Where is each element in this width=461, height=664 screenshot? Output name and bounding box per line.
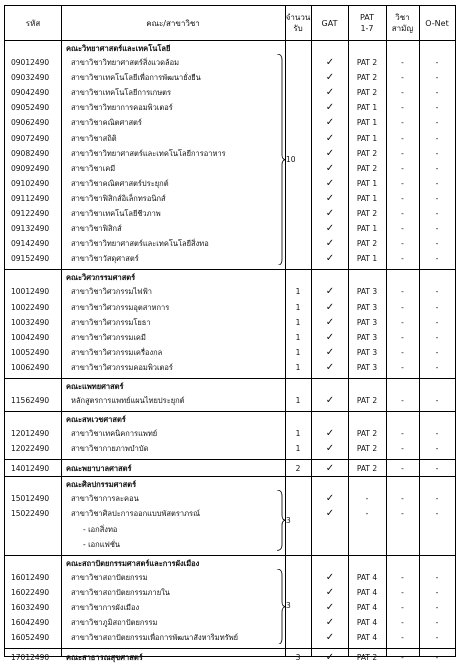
program-code: 09152490 xyxy=(11,254,50,264)
general-subject-value: - xyxy=(401,73,404,83)
gat-check-icon: ✓ xyxy=(325,253,335,265)
row-divider xyxy=(5,459,455,460)
admission-table xyxy=(4,5,456,664)
general-subject-value: - xyxy=(401,587,404,597)
general-subject-value: - xyxy=(401,193,404,203)
row-divider xyxy=(5,269,455,270)
program-name: สาขาวิชาเทคนิคการแพทย์ xyxy=(71,429,158,439)
program-name: สาขาวิชาวิทยาศาสตร์และเทคโนโลยีสิ่งทอ xyxy=(71,239,209,249)
program-code: 12022490 xyxy=(11,444,50,454)
onet-value: - xyxy=(435,509,439,519)
gat-check-icon: ✓ xyxy=(325,87,335,99)
gat-check-icon: ✓ xyxy=(325,617,335,628)
program-name: สาขาวิชาสถิติ xyxy=(71,133,117,143)
program-code: 09032490 xyxy=(11,73,50,83)
quota-value: 1 xyxy=(295,302,301,312)
program-name: หลักสูตรการแพทย์แผนไทยประยุกต์ xyxy=(71,396,185,405)
pat-requirement: PAT 2 xyxy=(356,58,378,67)
onet-value: - xyxy=(435,209,439,218)
onet-value: - xyxy=(435,602,439,612)
row-divider xyxy=(5,378,455,379)
faculty-heading: คณะสหเวชศาสตร์ xyxy=(66,415,126,425)
pat-requirement: PAT 3 xyxy=(356,362,378,372)
quota-value: 1 xyxy=(295,317,301,327)
program-code: 17012490 xyxy=(11,653,50,663)
group-quota-value: 10 xyxy=(286,154,296,164)
gat-check-icon: ✓ xyxy=(325,493,335,505)
onet-value: - xyxy=(435,494,439,504)
pat-requirement: PAT 1 xyxy=(356,178,378,188)
onet-value: - xyxy=(435,133,439,143)
program-code: 09132490 xyxy=(11,224,50,234)
quota-value: 1 xyxy=(295,287,301,297)
program-code: 09122490 xyxy=(11,209,50,218)
pat-requirement: PAT 2 xyxy=(356,429,378,439)
gat-check-icon: ✓ xyxy=(325,586,335,598)
onet-value: - xyxy=(435,362,439,372)
pat-requirement: PAT 1 xyxy=(356,254,378,264)
general-subject-value: - xyxy=(401,653,404,663)
onet-value: - xyxy=(435,103,439,113)
program-name: สาขาวิชาเทคโนโลยีชีวภาพ xyxy=(71,209,161,218)
program-code: 09102490 xyxy=(11,178,50,188)
program-code: 11562490 xyxy=(11,396,50,405)
general-subject-value: - xyxy=(401,633,404,643)
gat-check-icon: ✓ xyxy=(325,428,335,440)
general-subject-value: - xyxy=(401,118,404,128)
general-subject-value: - xyxy=(401,239,404,249)
faculty-heading: คณะสาธารณสุขศาสตร์ xyxy=(66,653,143,663)
quota-value: 1 xyxy=(295,444,301,454)
pat-requirement: - xyxy=(365,494,369,504)
general-subject-value: - xyxy=(401,509,404,519)
general-subject-value: - xyxy=(401,58,404,67)
program-name: สาขาวิชากายภาพบำบัด xyxy=(71,444,149,454)
program-code: 09112490 xyxy=(11,193,50,203)
program-code: 09052490 xyxy=(11,103,50,113)
gat-check-icon: ✓ xyxy=(325,72,335,84)
onet-value: - xyxy=(435,633,439,643)
gat-check-icon: ✓ xyxy=(325,571,335,583)
program-name: สาขาวิชาเทคโนโลยีเพื่อการพัฒนายั่งยืน xyxy=(71,73,201,83)
header-onet: O-Net xyxy=(425,18,449,28)
general-subject-value: - xyxy=(401,209,404,218)
onet-value: - xyxy=(435,58,439,67)
onet-value: - xyxy=(435,444,439,454)
general-subject-value: - xyxy=(401,148,404,158)
program-name: สาขาวิชาสถาปัตยกรรม xyxy=(71,572,148,582)
general-subject-value: - xyxy=(401,444,404,454)
pat-requirement: PAT 2 xyxy=(356,444,378,454)
program-code: 09042490 xyxy=(11,88,50,98)
quota-value: 1 xyxy=(295,429,301,439)
general-subject-value: - xyxy=(401,88,404,98)
column-divider xyxy=(61,6,62,656)
gat-check-icon: ✓ xyxy=(325,117,335,129)
pat-requirement: PAT 1 xyxy=(356,193,378,203)
gat-check-icon: ✓ xyxy=(325,316,335,328)
gat-check-icon: ✓ xyxy=(325,208,335,219)
gat-check-icon: ✓ xyxy=(325,301,335,313)
program-code: 16012490 xyxy=(11,572,50,582)
program-name: สาขาวิชาคณิตศาสตร์ประยุกต์ xyxy=(71,178,169,188)
general-subject-value: - xyxy=(401,133,404,143)
gat-check-icon: ✓ xyxy=(325,395,335,406)
program-name: สาขาวิชาวัสดุศาสตร์ xyxy=(71,254,139,264)
program-code: 10032490 xyxy=(11,317,50,327)
onet-value: - xyxy=(435,88,439,98)
program-name: สาขาวิชาวิศวกรรมโยธา xyxy=(71,317,151,327)
program-code: 16042490 xyxy=(11,618,50,627)
program-code: 16052490 xyxy=(11,633,50,643)
quota-value: 3 xyxy=(295,653,301,663)
gat-check-icon: ✓ xyxy=(325,361,335,373)
pat-requirement: PAT 2 xyxy=(356,239,378,249)
row-divider xyxy=(5,648,455,649)
program-code: 10062490 xyxy=(11,362,50,372)
faculty-heading: คณะพยาบาลศาสตร์ xyxy=(66,464,132,474)
general-subject-value: - xyxy=(401,362,404,372)
row-divider xyxy=(5,411,455,412)
program-name: สาขาวิชาเคมี xyxy=(71,163,116,173)
onet-value: - xyxy=(435,464,439,474)
onet-value: - xyxy=(435,653,439,663)
pat-requirement: PAT 3 xyxy=(356,332,378,342)
onet-value: - xyxy=(435,254,439,264)
general-subject-value: - xyxy=(401,254,404,264)
pat-requirement: PAT 3 xyxy=(356,302,378,312)
program-name: สาขาวิชาเทคโนโลยีการเกษตร xyxy=(71,88,172,98)
onet-value: - xyxy=(435,302,439,312)
general-subject-value: - xyxy=(401,494,404,504)
pat-requirement: PAT 2 xyxy=(356,88,378,98)
general-subject-value: - xyxy=(401,572,404,582)
header-general-subject: วิชาสามัญ xyxy=(391,13,414,33)
general-subject-value: - xyxy=(401,464,404,474)
program-code: 09072490 xyxy=(11,133,50,143)
gat-check-icon: ✓ xyxy=(325,238,335,250)
pat-requirement: PAT 1 xyxy=(356,133,378,143)
program-code: 09012490 xyxy=(11,58,50,67)
onet-value: - xyxy=(435,618,439,627)
program-name: สาขาวิชาวิศวกรรมอุตสาหการ xyxy=(71,302,170,312)
program-code: 09082490 xyxy=(11,148,50,158)
pat-requirement: PAT 1 xyxy=(356,118,378,128)
general-subject-value: - xyxy=(401,332,404,342)
general-subject-value: - xyxy=(401,396,404,405)
general-subject-value: - xyxy=(401,103,404,113)
pat-requirement: PAT 2 xyxy=(356,163,378,173)
gat-check-icon: ✓ xyxy=(325,162,335,174)
program-code: 10042490 xyxy=(11,332,50,342)
general-subject-value: - xyxy=(401,287,404,297)
onet-value: - xyxy=(435,239,439,249)
group-quota-value: 3 xyxy=(286,515,291,525)
onet-value: - xyxy=(435,148,439,158)
pat-requirement: PAT 4 xyxy=(356,572,378,582)
general-subject-value: - xyxy=(401,163,404,173)
pat-requirement: PAT 3 xyxy=(356,287,378,297)
program-code: 10022490 xyxy=(11,302,50,312)
general-subject-value: - xyxy=(401,317,404,327)
program-name: สาขาวิชาการผังเมือง xyxy=(71,602,140,612)
header-code: รหัส xyxy=(25,18,41,28)
program-code: 14012490 xyxy=(11,464,50,474)
header-faculty-major: คณะ/สาขาวิชา xyxy=(146,18,200,28)
program-name: สาขาวิชาฟิสิกส์อิเล็กทรอนิกส์ xyxy=(71,193,166,203)
program-code: 12012490 xyxy=(11,429,50,439)
gat-check-icon: ✓ xyxy=(325,177,335,189)
gat-check-icon: ✓ xyxy=(325,601,335,613)
program-name: สาขาวิชาวิทยาศาสตร์สิ่งแวดล้อม xyxy=(71,58,180,67)
onet-value: - xyxy=(435,287,439,297)
program-name: สาขาวิชาสถาปัตยกรรมเพื่อการพัฒนาสังหาริมทรัพย์ xyxy=(71,633,239,643)
pat-requirement: PAT 2 xyxy=(356,396,378,405)
general-subject-value: - xyxy=(401,618,404,627)
onet-value: - xyxy=(435,332,439,342)
onet-value: - xyxy=(435,587,439,597)
onet-value: - xyxy=(435,572,439,582)
program-code: 09062490 xyxy=(11,118,50,128)
general-subject-value: - xyxy=(401,178,404,188)
onet-value: - xyxy=(435,73,439,83)
gat-check-icon: ✓ xyxy=(325,286,335,298)
gat-check-icon: ✓ xyxy=(325,102,335,114)
gat-check-icon: ✓ xyxy=(325,192,335,204)
onet-value: - xyxy=(435,178,439,188)
pat-requirement: PAT 1 xyxy=(356,103,378,113)
quota-value: 1 xyxy=(295,347,301,357)
gat-check-icon: ✓ xyxy=(325,632,335,644)
pat-requirement: PAT 3 xyxy=(356,317,378,327)
faculty-heading: คณะสถาปัตยกรรมศาสตร์และการผังเมือง xyxy=(66,558,200,568)
pat-requirement: PAT 4 xyxy=(356,633,378,643)
program-code: 09142490 xyxy=(11,239,50,249)
onet-value: - xyxy=(435,224,439,234)
general-subject-value: - xyxy=(401,302,404,312)
header-pat: PAT 1-7 xyxy=(359,13,375,33)
gat-check-icon: ✓ xyxy=(325,57,335,68)
gat-check-icon: ✓ xyxy=(325,508,335,520)
gat-check-icon: ✓ xyxy=(325,652,335,664)
general-subject-value: - xyxy=(401,602,404,612)
pat-requirement: PAT 3 xyxy=(356,347,378,357)
quota-value: 2 xyxy=(295,464,301,474)
pat-requirement: PAT 4 xyxy=(356,618,378,627)
quota-value: 1 xyxy=(295,396,301,405)
gat-check-icon: ✓ xyxy=(325,223,335,235)
pat-requirement: PAT 2 xyxy=(356,464,378,474)
onet-value: - xyxy=(435,317,439,327)
program-name: สาขาวิชาการละคอน xyxy=(71,494,139,504)
group-quota-value: 3 xyxy=(286,601,291,611)
sub-major-item: - เอกแฟชั่น xyxy=(83,539,121,549)
gat-check-icon: ✓ xyxy=(325,346,335,358)
pat-requirement: PAT 2 xyxy=(356,653,378,663)
sub-major-item: - เอกสิ่งทอ xyxy=(83,524,118,534)
gat-check-icon: ✓ xyxy=(325,132,335,144)
header-gat: GAT xyxy=(321,18,338,28)
program-name: สาขาวิชาวิศวกรรมเคมี xyxy=(71,332,146,342)
onet-value: - xyxy=(435,163,439,173)
program-name: สาขาวิชาวิศวกรรมเครื่องกล xyxy=(71,347,163,357)
program-code: 10012490 xyxy=(11,287,50,297)
faculty-heading: คณะศิลปกรรมศาสตร์ xyxy=(66,480,137,490)
pat-requirement: PAT 4 xyxy=(356,602,378,612)
pat-requirement: - xyxy=(365,509,369,519)
row-divider xyxy=(5,476,455,477)
program-code: 16022490 xyxy=(11,587,50,597)
general-subject-value: - xyxy=(401,429,404,439)
program-code: 15012490 xyxy=(11,494,50,504)
faculty-heading: คณะแพทยศาสตร์ xyxy=(66,382,124,391)
row-divider xyxy=(5,555,455,556)
onet-value: - xyxy=(435,396,439,405)
onet-value: - xyxy=(435,347,439,357)
faculty-heading: คณะวิศวกรรมศาสตร์ xyxy=(66,273,136,283)
faculty-heading: คณะวิทยาศาสตร์และเทคโนโลยี xyxy=(66,44,171,53)
program-name: สาขาวิชาคณิตศาสตร์ xyxy=(71,118,142,128)
table-header xyxy=(5,6,455,41)
program-name: สาขาวิชาศิลปะการออกแบบพัสตราภรณ์ xyxy=(71,509,201,519)
program-code: 16032490 xyxy=(11,602,50,612)
program-name: สาขาวิชาวิทยาการคอมพิวเตอร์ xyxy=(71,103,173,113)
program-name: สาขาวิชาวิทยาศาสตร์และเทคโนโลยีการอาหาร xyxy=(71,148,226,158)
onet-value: - xyxy=(435,118,439,128)
gat-check-icon: ✓ xyxy=(325,331,335,343)
program-name: สาขาวิชาภูมิสถาปัตยกรรม xyxy=(71,618,158,627)
program-name: สาขาวิชาวิศวกรรมคอมพิวเตอร์ xyxy=(71,362,173,372)
pat-requirement: PAT 1 xyxy=(356,224,378,234)
program-code: 09092490 xyxy=(11,163,50,173)
pat-requirement: PAT 2 xyxy=(356,148,378,158)
quota-value: 1 xyxy=(295,362,301,372)
program-name: สาขาวิชาฟิสิกส์ xyxy=(71,224,122,234)
program-code: 10052490 xyxy=(11,347,50,357)
gat-check-icon: ✓ xyxy=(325,443,335,455)
header-quota: จำนวนรับ xyxy=(285,13,311,33)
pat-requirement: PAT 4 xyxy=(356,587,378,597)
program-code: 15022490 xyxy=(11,509,50,519)
onet-value: - xyxy=(435,193,439,203)
pat-requirement: PAT 2 xyxy=(356,73,378,83)
general-subject-value: - xyxy=(401,224,404,234)
program-name: สาขาวิชาสถาปัตยกรรมภายใน xyxy=(71,587,170,597)
pat-requirement: PAT 2 xyxy=(356,209,378,218)
onet-value: - xyxy=(435,429,439,439)
quota-value: 1 xyxy=(295,332,301,342)
gat-check-icon: ✓ xyxy=(325,463,335,475)
program-name: สาขาวิชาวิศวกรรมไฟฟ้า xyxy=(71,287,152,297)
general-subject-value: - xyxy=(401,347,404,357)
gat-check-icon: ✓ xyxy=(325,147,335,159)
